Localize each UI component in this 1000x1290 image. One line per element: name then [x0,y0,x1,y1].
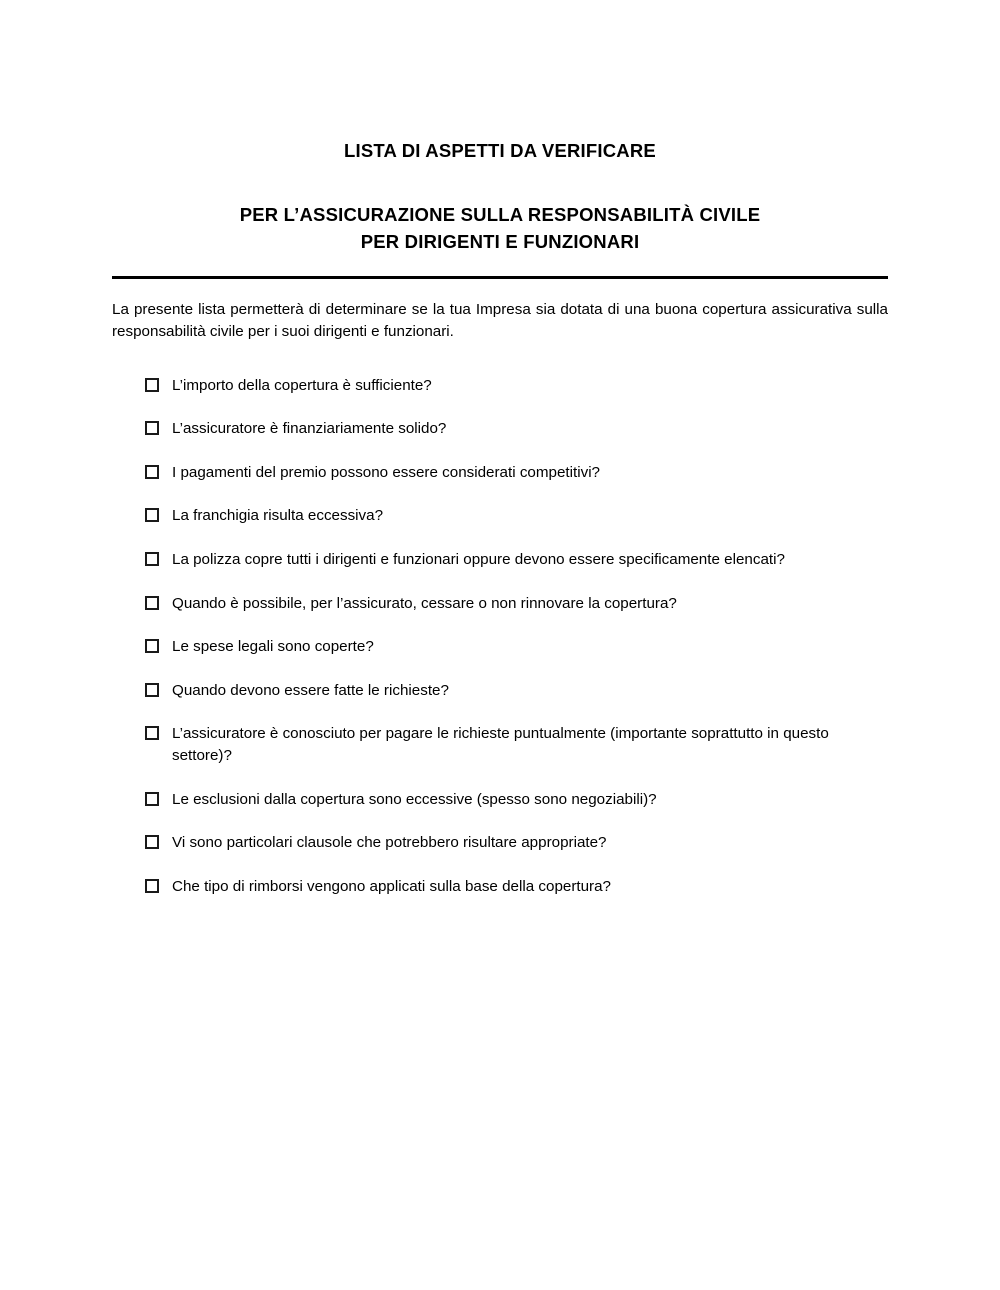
list-item[interactable] [145,832,888,854]
list-item-label: I pagamenti del premio possono essere considerati competitivi? [172,463,601,481]
list-item[interactable] [145,636,888,658]
list-item[interactable] [145,462,888,484]
list-item[interactable] [145,549,888,571]
page-subtitle-line-1: PER L’ASSICURAZIONE SULLA RESPONSABILITÀ CIVILE [239,204,761,226]
checkbox-icon[interactable] [145,552,159,566]
list-item[interactable] [145,418,888,440]
page-subtitle-line-2: PER DIRIGENTI E FUNZIONARI [360,231,640,252]
checkbox-icon[interactable] [145,508,159,522]
list-item-label: La polizza copre tutti i dirigenti e funzionari oppure devono essere specificamente elencati? [172,551,785,568]
checkbox-icon[interactable] [145,465,159,479]
list-item-label: Quando devono essere fatte le richieste? [172,681,449,699]
list-item-label: L’assicuratore è finanziariamente solido? [172,420,447,438]
list-item[interactable] [145,505,888,527]
checkbox-icon[interactable] [145,792,159,806]
intro-paragraph: La presente lista permetterà di determinare se la tua Impresa sia dotata di una buona copertura assicurativa sulla responsabilità civile per i suoi dirigenti e funzionari. [112,300,888,340]
list-item-label: L’assicuratore è conosciuto per pagare le richieste puntualmente (importante soprattutto in questo settore)? [172,725,829,765]
list-item[interactable] [145,680,888,702]
checkbox-icon[interactable] [145,378,159,392]
list-item-label: La franchigia risulta eccessiva? [172,507,384,525]
list-item[interactable] [145,789,888,811]
checkbox-icon[interactable] [145,726,159,740]
checkbox-icon[interactable] [145,835,159,849]
header-divider [112,276,888,279]
list-item-label: Vi sono particolari clausole che potrebbero risultare appropriate? [172,834,607,852]
list-item[interactable] [145,375,888,397]
checkbox-icon[interactable] [145,683,159,697]
checklist [112,375,888,898]
list-item[interactable] [145,723,888,767]
list-item-label: Quando è possibile, per l’assicurato, cessare o non rinnovare la copertura? [172,594,677,612]
list-item[interactable] [145,876,888,898]
list-item-label: Le spese legali sono coperte? [172,638,374,656]
checkbox-icon[interactable] [145,639,159,653]
checkbox-icon[interactable] [145,879,159,893]
list-item[interactable] [145,593,888,615]
checkbox-icon[interactable] [145,421,159,435]
list-item-label: L’importo della copertura è sufficiente? [172,376,432,394]
document-header [112,0,888,256]
page-subtitle [112,202,888,256]
page-title: LISTA DI ASPETTI DA VERIFICARE [344,140,656,161]
checkbox-icon[interactable] [145,596,159,610]
list-item-label: Le esclusioni dalla copertura sono eccessive (spesso sono negoziabili)? [172,790,657,808]
list-item-label: Che tipo di rimborsi vengono applicati sulla base della copertura? [172,877,612,895]
